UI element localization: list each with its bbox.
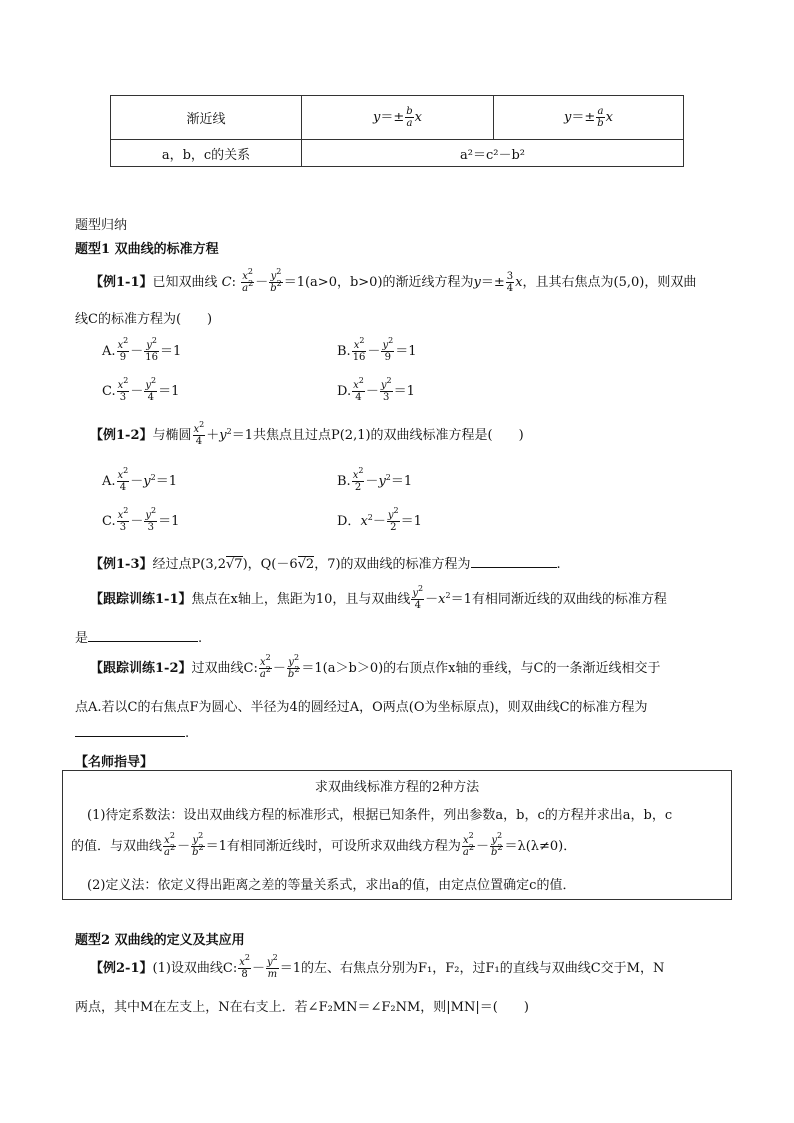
table-cell-relation: a²＝c²－b²	[302, 140, 684, 167]
training-1-1-line2	[75, 627, 202, 646]
training-1-2-line3	[75, 724, 189, 741]
training-tag: 【跟踪训练1-2】	[90, 661, 192, 676]
section-heading: 题型归纳	[75, 218, 128, 233]
example-tag: 【例1-1】	[90, 275, 153, 290]
training-text: ＝1(a＞b＞0)的右顶点作x轴的垂线，与C的一条渐近线相交于	[301, 661, 661, 676]
example-text: 与椭圆	[152, 428, 192, 443]
teacher-guidance-tag: 【名师指导】	[75, 755, 154, 770]
example-text: ，7)的双曲线的标准方程为	[314, 557, 471, 572]
table-cell-label: 渐近线	[111, 96, 302, 140]
training-tag: 【跟踪训练1-1】	[90, 592, 192, 607]
method-box	[62, 770, 732, 900]
type2-title: 题型2 双曲线的定义及其应用	[75, 933, 245, 948]
training-1-1: 【跟踪训练1-1】焦点在x轴上，焦距为10，且与双曲线 $\frac{y^2}{4}$ $-x^2=1$有相同渐近线的双曲线的标准方程	[90, 584, 667, 611]
training-1-2-line2: 点A.若以C的右焦点F为圆心、半径为4的圆经过A，O两点(O为坐标原点)，则双曲线C的标准方程为	[75, 700, 648, 715]
table-cell-asymptote-1: y＝± $\frac{b}{a}$ x	[302, 96, 494, 140]
example-text: 已知双曲线	[152, 275, 218, 290]
training-1-2: 【跟踪训练1-2】过双曲线C: $\frac{x^2}{a^2}$ － $\frac{y^2}{b^2}$ ＝1(a＞b＞0)的右顶点作x轴的垂线，与C的一条渐近线相交于	[90, 653, 661, 680]
option-b: B. $\frac{x^2}{16}$ － $\frac{y^2}{9}$ ＝1	[337, 336, 417, 363]
option-d: D. $\frac{x^2}{4}$ － $\frac{y^2}{3}$ ＝1	[337, 376, 415, 403]
method-text: ＝λ(λ≠0)．	[504, 839, 577, 854]
example-text: ＝1(a>0，b>0)的渐近线方程为	[283, 275, 474, 290]
example-text: )，Q(－6	[242, 557, 298, 572]
answer-blank[interactable]	[75, 724, 185, 737]
option-a: A. $\frac{x^2}{9}$ － $\frac{y^2}{16}$ ＝1	[102, 336, 182, 363]
answer-blank[interactable]	[88, 629, 198, 642]
option-c: C. $\frac{x^2}{3}$ － $\frac{y^2}{4}$ ＝1	[102, 376, 180, 403]
option-c: C. $\frac{x^2}{3}$ － $\frac{y^2}{3}$ ＝1	[102, 506, 180, 533]
method-paragraph-2: 的值．与双曲线 $\frac{x^2}{a^2}$ － $\frac{y^2}{b^2}$ ＝1有相同渐近线时，可设所求双曲线方程为 $\frac{x^2}{a^2}$ － $\frac{y^2}{b^2}$ ＝λ(λ≠0)．	[71, 831, 577, 858]
example-1-1: 【例1-1】已知双曲线 C: $\frac{x^2}{a^2}$ － $\frac{y^2}{b^2}$ ＝1(a>0，b>0)的渐近线方程为y＝± $\frac{3}{4}$ x，且其右焦点为(5,0)，则双曲	[90, 267, 697, 294]
method-text: ＝1有相同渐近线时，可设所求双曲线方程为	[205, 839, 461, 854]
method-text: 的值．与双曲线	[71, 839, 163, 854]
example-tag: 【例2-1】	[90, 961, 153, 976]
training-text: 焦点在x轴上，焦距为10，且与双曲线	[191, 592, 411, 607]
example-tag: 【例1-2】	[90, 428, 153, 443]
asymptote-table	[110, 95, 684, 167]
method-paragraph-3: (2)定义法：依定义得出距离之差的等量关系式，求出a的值，由定点位置确定c的值．	[87, 878, 576, 893]
type1-title: 题型1 双曲线的标准方程	[75, 242, 219, 257]
example-tag: 【例1-3】	[90, 557, 153, 572]
example-text: .	[556, 557, 561, 572]
example-text: 经过点P(3,2	[152, 557, 226, 572]
training-text: 过双曲线C:	[191, 661, 258, 676]
training-text: ＝1有相同渐近线的双曲线的标准方程	[450, 592, 667, 607]
method-paragraph-1: (1)待定系数法：设出双曲线方程的标准形式，根据已知条件，列出参数a，b，c的方程并求出a，b，c	[87, 808, 673, 823]
training-text: .	[198, 631, 203, 646]
example-1-2: 【例1-2】与椭圆 $\frac{x^2}{4}$ $+y^2=1$共焦点且过点P(2,1)的双曲线标准方程是( )	[90, 420, 524, 447]
example-text: ＝1的左、右焦点分别为F₁，F₂，过F₁的直线与双曲线C交于M，N	[279, 961, 665, 976]
example-1-1-line2: 线C的标准方程为( )	[75, 312, 213, 327]
table-cell-relation-label: a，b，c的关系	[111, 140, 302, 167]
option-d: D．$x^2-$ $\frac{y^2}{2}$ ＝1	[337, 506, 422, 533]
table-cell-asymptote-2: y＝± $\frac{a}{b}$ x	[494, 96, 684, 140]
option-a: A. $\frac{x^2}{4}$ $-y^2=1$	[102, 466, 178, 493]
example-text: (1)设双曲线C:	[152, 961, 238, 976]
example-text: ＝1共焦点且过点P(2,1)的双曲线标准方程是( )	[231, 428, 524, 443]
training-text: .	[185, 726, 190, 741]
example-text: ，且其右焦点为(5,0)，则双曲	[522, 275, 697, 290]
example-2-1: 【例2-1】(1)设双曲线C: $\frac{x^2}{8}$ － $\frac{y^2}{m}$ ＝1的左、右焦点分别为F₁，F₂，过F₁的直线与双曲线C交于M，N	[90, 953, 665, 980]
answer-blank[interactable]	[471, 555, 557, 568]
method-box-title: 求双曲线标准方程的2种方法	[314, 780, 480, 795]
option-b: B. $\frac{x^2}{2}$ $-y^2=1$	[337, 466, 413, 493]
training-text: 是	[75, 631, 89, 646]
example-1-3: 【例1-3】经过点P(3,2√7)，Q(－6√2，7)的双曲线的标准方程为 .	[90, 557, 561, 572]
example-2-1-line2: 两点，其中M在左支上，N在右支上．若∠F₂MN＝∠F₂NM，则|MN|＝( )	[75, 1000, 529, 1015]
